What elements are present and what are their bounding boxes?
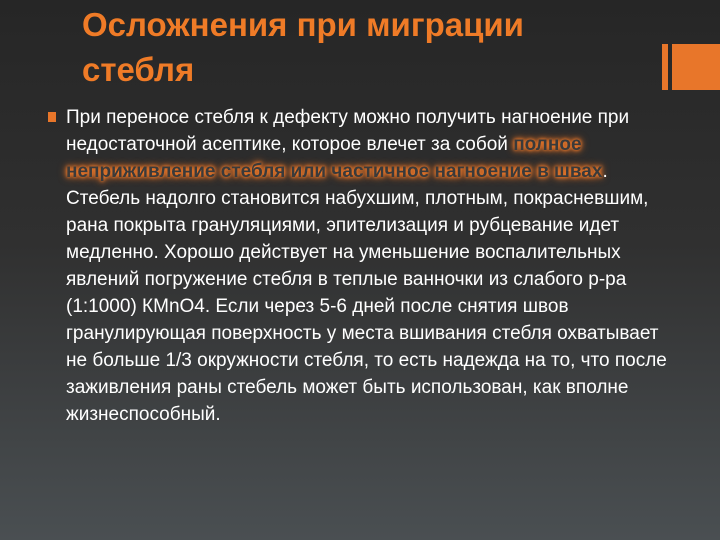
square-bullet-icon bbox=[48, 112, 56, 122]
title-accent-bar-thick bbox=[672, 44, 720, 90]
highlighted-phrase: полное неприживление стебля или частичное нагноение в швах bbox=[66, 134, 603, 182]
bullet-item bbox=[48, 104, 678, 428]
bullet-text-after: . Стебель надолго становится набухшим, плотным, покрасневшим, рана покрыта грануляциями, эпителизация и рубцевание идет медленно. Хорошо действует на уменьшение воспалительных явлений погружение стебля в теплые ванночки из слабого р-ра (1:1000) КMnO4. Если через 5-6 дней после снятия швов гранулирующая поверхность у места вшивания стебля охватывает не больше 1/3 окружности стебля, то есть надежда на то, что после заживления раны стебель может быть использован, как вполне жизнеспособный. bbox=[66, 161, 667, 425]
bullet-text-before: При переносе стебля к дефекту можно получить нагноение при недостаточной асептике, которое влечет за собой bbox=[66, 107, 630, 155]
slide-title: Осложнения при миграции стебля bbox=[82, 6, 524, 88]
title-accent-bar-thin bbox=[662, 44, 668, 90]
slide-body bbox=[48, 104, 678, 428]
